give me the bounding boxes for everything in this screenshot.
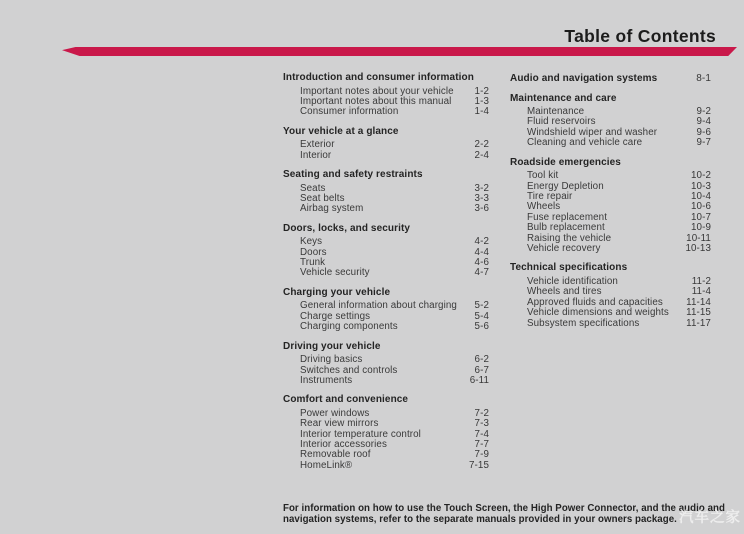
toc-entry-page-number: 1-3: [474, 95, 489, 107]
toc-entry: [510, 138, 711, 148]
toc-entry-page-number: 11-4: [691, 286, 711, 298]
toc-entry: [510, 244, 711, 254]
toc-entry-label: Consumer information: [300, 106, 399, 118]
toc-entry-label: Important notes about your vehicle: [300, 85, 454, 97]
toc-entry-label: Interior: [300, 149, 332, 161]
toc-entry-page-number: 5-2: [474, 300, 489, 312]
toc-entry-page-number: 6-11: [469, 374, 489, 386]
toc-entry-label: Instruments: [300, 374, 353, 386]
toc-section: [283, 395, 489, 471]
toc-entry-page-number: 10-9: [690, 222, 711, 234]
toc-entry-label: Wheels: [527, 201, 561, 213]
toc-section-heading-label: Maintenance and care: [510, 92, 617, 104]
toc-section-heading: [510, 158, 711, 169]
toc-entry-label: Power windows: [300, 407, 370, 419]
toc-entry-label: Removable roof: [300, 449, 371, 461]
toc-section: [283, 73, 489, 118]
toc-section-heading: [283, 127, 489, 138]
toc-entry-label: Vehicle dimensions and weights: [527, 307, 669, 319]
toc-section-heading-label: Audio and navigation systems: [510, 73, 658, 84]
toc-entry-label: Raising the vehicle: [527, 232, 612, 244]
toc-entry-page-number: 3-2: [474, 182, 489, 194]
toc-entry-page-number: 10-2: [690, 170, 711, 182]
toc-section-heading-label: Driving your vehicle: [283, 340, 381, 352]
toc-entry-label: Energy Depletion: [527, 180, 604, 192]
toc-section: [283, 288, 489, 333]
toc-entry: [510, 171, 711, 181]
toc-section-heading: [283, 395, 489, 406]
toc-section: [283, 342, 489, 387]
toc-section-heading-label: Your vehicle at a glance: [283, 125, 399, 137]
toc-entry-label: Charging components: [300, 321, 398, 333]
toc-entry-page-number: 2-2: [474, 139, 489, 151]
toc-entry-page-number: 4-4: [474, 246, 489, 258]
toc-entry: [283, 376, 489, 386]
toc-entry-page-number: 9-2: [696, 106, 711, 117]
toc-entry-label: Approved fluids and capacities: [527, 296, 663, 308]
toc-entry-page-number: 11-17: [686, 317, 711, 329]
toc-section-heading-label: Seating and safety restraints: [283, 169, 423, 181]
toc-entry-page-number: 1-2: [474, 85, 489, 97]
accent-bar: [62, 47, 737, 56]
toc-entry-label: Trunk: [300, 257, 326, 269]
toc-entry: [510, 223, 711, 233]
toc-section-page-number: 8-1: [696, 73, 711, 84]
toc-entry-page-number: 9-7: [696, 137, 711, 149]
toc-entry-page-number: 2-4: [474, 149, 489, 161]
watermark: 汽车之家: [679, 510, 741, 526]
toc-entry-label: Bulb replacement: [527, 222, 605, 234]
toc-entry: [283, 151, 489, 161]
toc-section: [510, 158, 711, 255]
toc-section: [283, 224, 489, 279]
toc-section-heading: [510, 74, 711, 85]
toc-entry-label: Interior temperature control: [300, 428, 421, 440]
footer-note: [283, 503, 743, 525]
page-title: Table of Contents: [564, 26, 716, 46]
toc-entry-page-number: 7-7: [474, 439, 489, 451]
toc-entry-page-number: 9-4: [696, 116, 711, 128]
footer-note-line: For information on how to use the Touch Screen, the High Power Connector, and the audio and: [283, 503, 725, 514]
toc-entry: [283, 355, 489, 365]
toc-section-heading: [283, 224, 489, 235]
toc-entry-page-number: 7-4: [474, 428, 489, 440]
toc-entry-page-number: 5-4: [474, 310, 489, 322]
toc-entry-page-number: 4-7: [474, 267, 489, 279]
toc-entry-label: Maintenance: [527, 106, 585, 117]
toc-entry-page-number: 6-2: [474, 354, 489, 366]
toc-section-heading: [283, 288, 489, 299]
toc-entry-label: Cleaning and vehicle care: [527, 137, 643, 149]
toc-column-right: [510, 74, 711, 329]
toc-section: [510, 94, 711, 149]
toc-entry-label: Subsystem specifications: [527, 317, 640, 329]
toc-entry-page-number: 1-4: [474, 106, 489, 118]
toc-entry-page-number: 3-3: [474, 192, 489, 204]
toc-entry: [283, 461, 489, 471]
toc-entry-page-number: 11-2: [691, 275, 711, 287]
toc-entry-page-number: 7-2: [474, 407, 489, 419]
toc-entry-label: Fluid reservoirs: [527, 116, 596, 128]
toc-entry-page-number: 11-14: [686, 296, 711, 308]
toc-entry-label: Windshield wiper and washer: [527, 126, 658, 138]
toc-entry-label: Tool kit: [527, 170, 559, 182]
toc-entry-label: Important notes about this manual: [300, 95, 452, 107]
toc-entry-page-number: 7-3: [474, 418, 489, 430]
toc-entry-label: Driving basics: [300, 354, 363, 366]
toc-section-heading: [283, 342, 489, 353]
toc-section-heading: [283, 170, 489, 181]
toc-entry-page-number: 10-6: [690, 201, 711, 213]
toc-entry-page-number: 10-11: [686, 232, 711, 244]
toc-section: [283, 127, 489, 161]
toc-entry-page-number: 7-9: [474, 449, 489, 461]
toc-section-heading-label: Comfort and convenience: [283, 394, 409, 406]
toc-entry-page-number: 4-6: [474, 257, 489, 269]
toc-section: [510, 263, 711, 329]
toc-entry-label: Interior accessories: [300, 439, 387, 451]
toc-entry-label: Airbag system: [300, 203, 364, 215]
toc-section-heading: [283, 73, 489, 84]
toc-section-heading: [510, 94, 711, 105]
toc-entry: [510, 319, 711, 329]
toc-entry: [283, 107, 489, 117]
toc-entry-label: Charge settings: [300, 310, 371, 322]
toc-entry-label: HomeLink®: [300, 459, 353, 471]
toc-entry-page-number: 11-15: [686, 307, 711, 319]
toc-section-heading-label: Introduction and consumer information: [283, 72, 474, 83]
toc-entry: [510, 308, 711, 318]
footer-note-line: navigation systems, refer to the separate manuals provided in your owners package.: [283, 514, 677, 525]
toc-entry-page-number: 4-2: [474, 236, 489, 248]
toc-entry-label: Wheels and tires: [527, 286, 602, 298]
toc-section: [510, 74, 711, 85]
toc-entry-label: Rear view mirrors: [300, 418, 379, 430]
toc-column-left: [283, 73, 489, 471]
toc-entry-page-number: 10-7: [690, 211, 711, 223]
toc-entry-label: Exterior: [300, 139, 335, 151]
toc-entry-page-number: 10-4: [690, 190, 711, 202]
toc-entry-label: General information about charging: [300, 300, 457, 312]
toc-entry-label: Seat belts: [300, 192, 345, 204]
toc-entry-page-number: 6-7: [474, 364, 489, 376]
toc-entry-label: Keys: [300, 236, 323, 248]
toc-section-heading-label: Charging your vehicle: [283, 286, 391, 298]
toc-entry-label: Vehicle security: [300, 267, 370, 279]
toc-entry: [283, 322, 489, 332]
toc-entry-label: Seats: [300, 182, 326, 194]
toc-entry-label: Vehicle recovery: [527, 242, 601, 254]
toc-entry: [283, 204, 489, 214]
toc-section-heading: [510, 263, 711, 274]
toc-entry-page-number: 7-15: [468, 459, 489, 471]
toc-entry-page-number: 9-6: [696, 126, 711, 138]
toc-entry-page-number: 3-6: [474, 203, 489, 215]
toc-section-heading-label: Roadside emergencies: [510, 156, 621, 168]
toc-section-heading-label: Technical specifications: [510, 262, 628, 274]
toc-entry-label: Fuse replacement: [527, 211, 608, 223]
toc-entry-label: Doors: [300, 246, 327, 258]
toc-entry-label: Switches and controls: [300, 364, 398, 376]
toc-entry-page-number: 10-3: [690, 180, 711, 192]
toc-entry-page-number: 5-6: [474, 321, 489, 333]
toc-entry-label: Tire repair: [527, 190, 573, 202]
toc-section: [283, 170, 489, 215]
toc-entry-label: Vehicle identification: [527, 275, 618, 287]
toc-entry-page-number: 10-13: [685, 242, 711, 254]
toc-entry: [283, 268, 489, 278]
toc-section-heading-label: Doors, locks, and security: [283, 222, 411, 234]
